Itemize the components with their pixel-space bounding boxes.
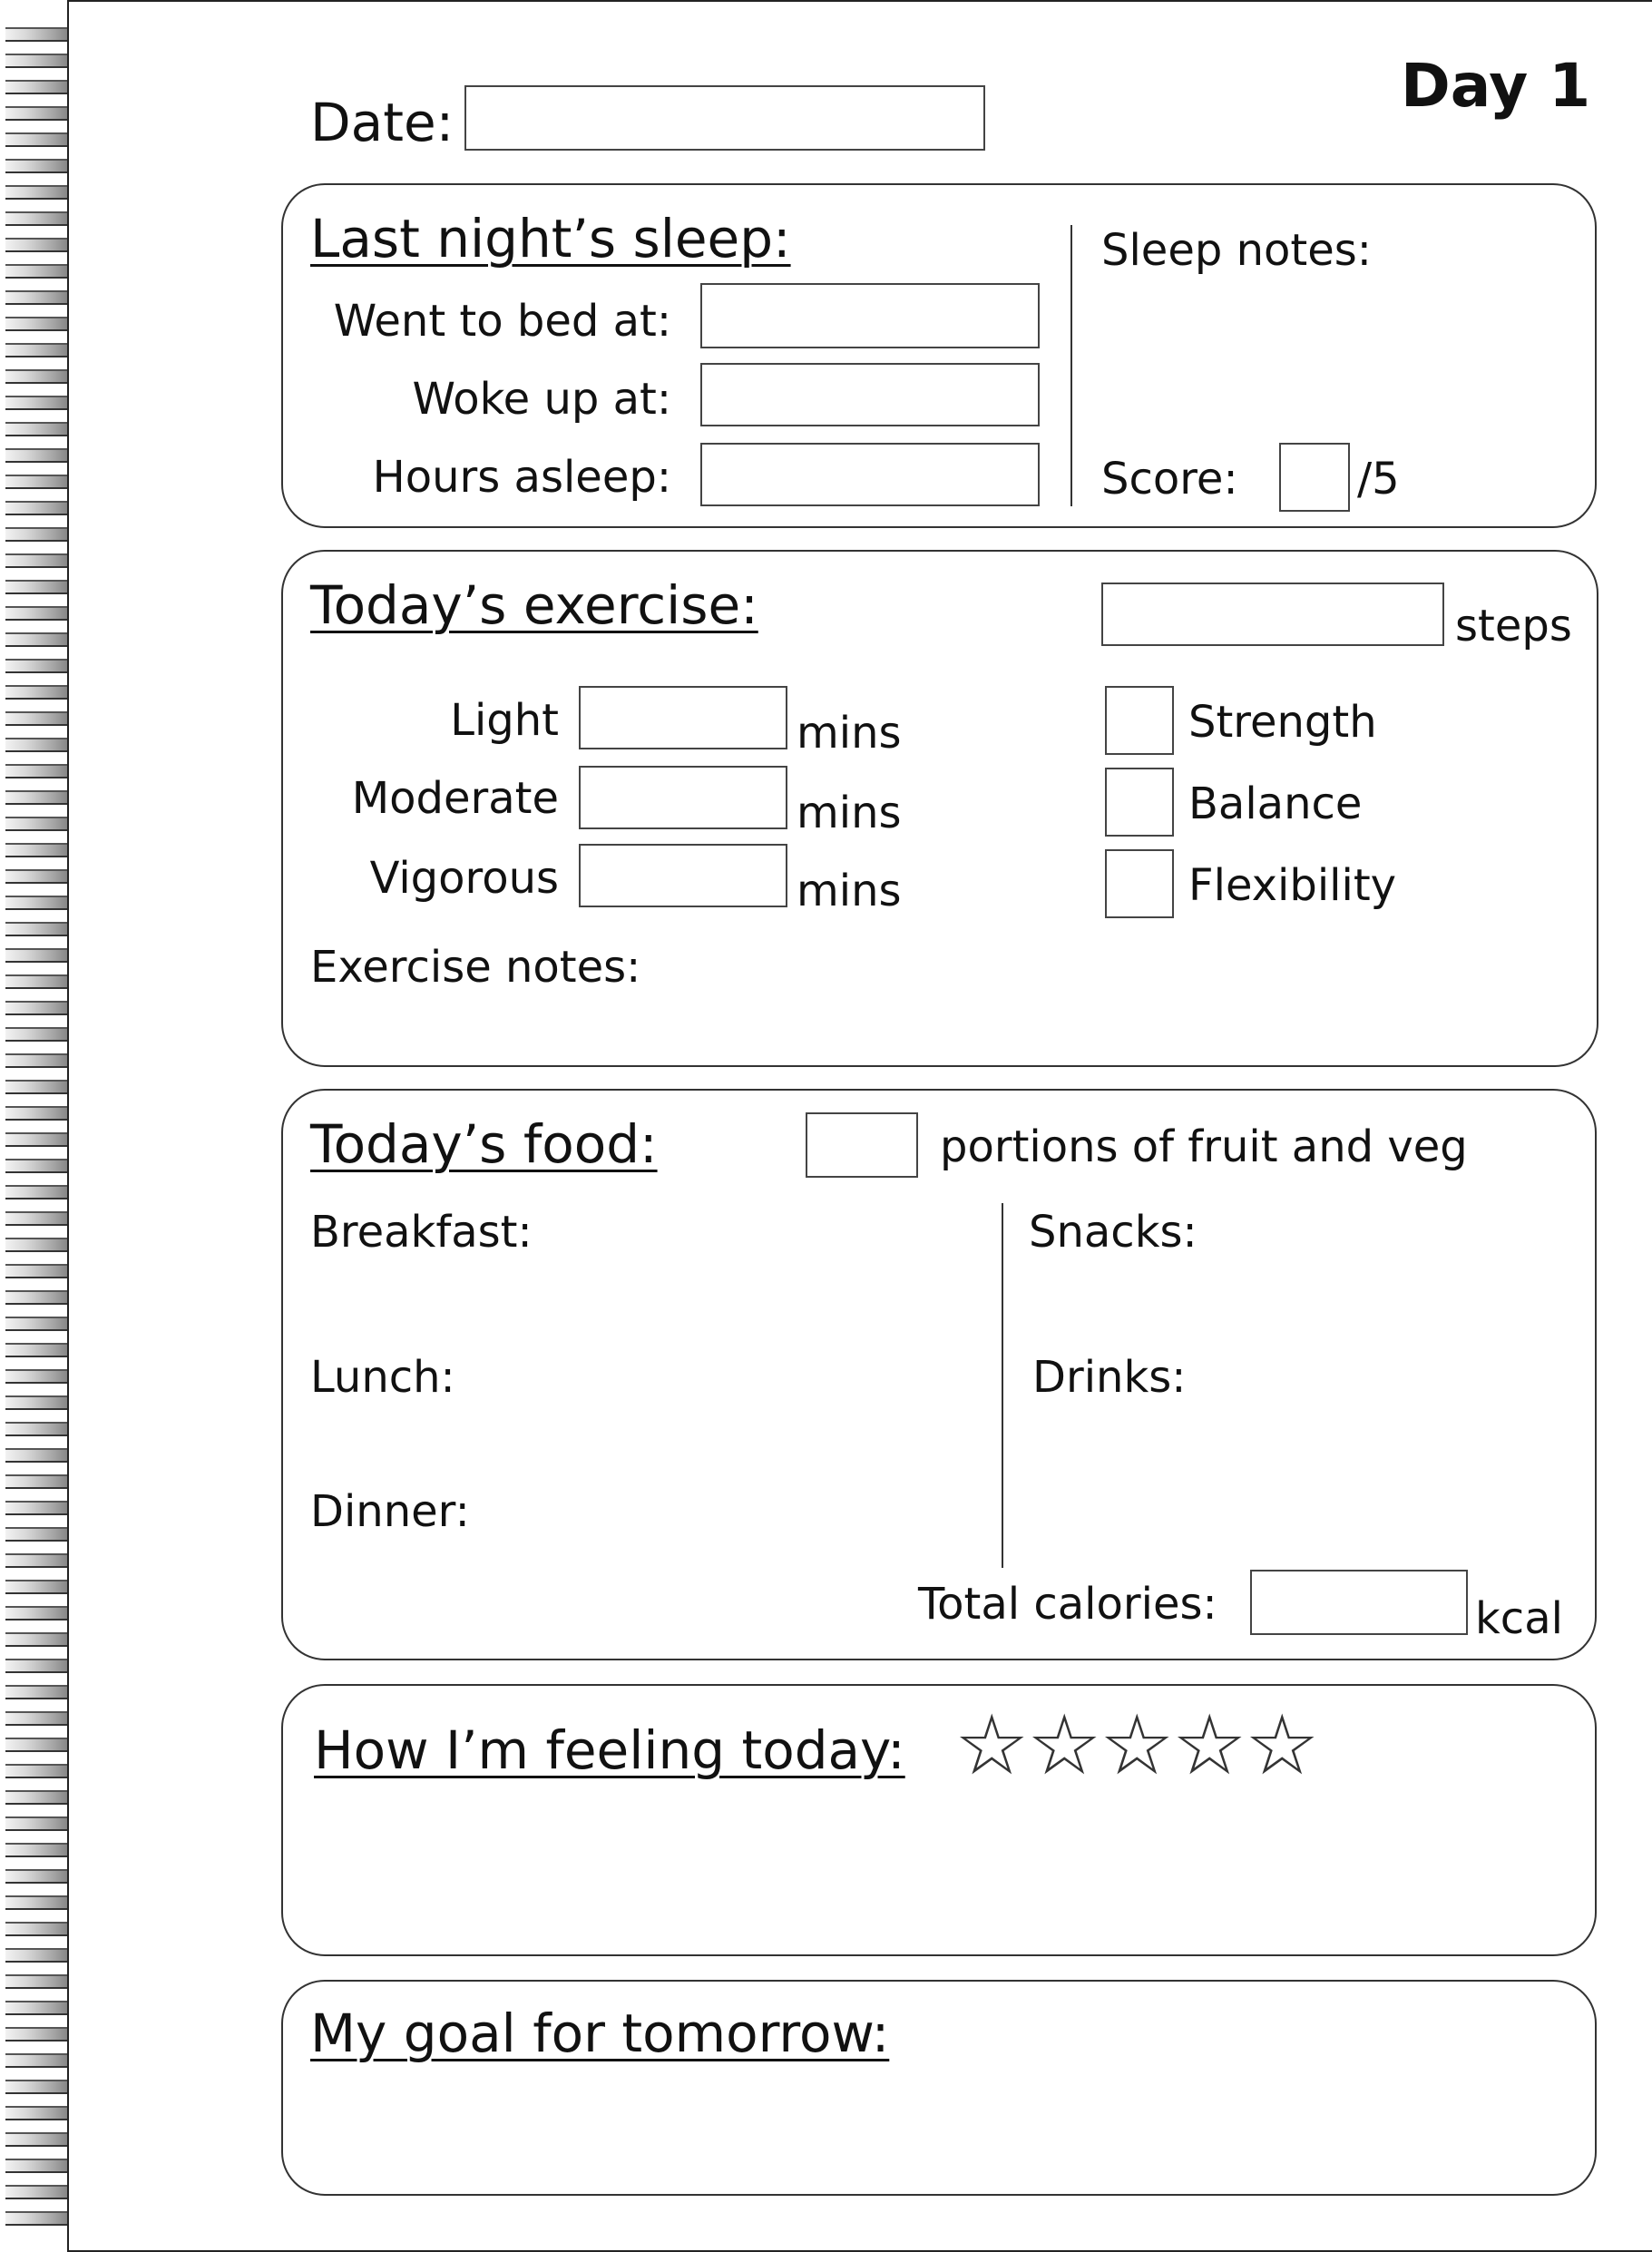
hours-label: Hours asleep: (372, 452, 671, 503)
star-icon[interactable]: ☆ (954, 1697, 1030, 1794)
food-divider (1002, 1203, 1003, 1568)
star-icon[interactable]: ☆ (1172, 1697, 1247, 1794)
vigorous-mins-field[interactable] (579, 844, 787, 907)
moderate-mins-unit: mins (797, 788, 902, 838)
sleep-notes-label: Sleep notes: (1101, 225, 1372, 276)
woke-label: Woke up at: (412, 374, 671, 425)
portions-label: portions of fruit and veg (940, 1121, 1468, 1172)
woke-time-field[interactable] (700, 363, 1040, 426)
score-label: Score: (1101, 454, 1238, 504)
date-label: Date: (310, 92, 455, 153)
light-mins-unit: mins (797, 708, 902, 759)
flexibility-checkbox[interactable] (1105, 849, 1174, 918)
balance-label: Balance (1188, 778, 1363, 829)
exercise-title: Today’s exercise: (310, 574, 758, 636)
food-title: Today’s food: (310, 1113, 658, 1175)
steps-unit: steps (1455, 601, 1572, 651)
star-icon[interactable]: ☆ (1027, 1697, 1102, 1794)
drinks-label: Drinks: (1032, 1352, 1187, 1403)
light-mins-field[interactable] (579, 686, 787, 749)
star-icon[interactable]: ☆ (1245, 1697, 1320, 1794)
strength-label: Strength (1188, 697, 1377, 748)
sleep-score-field[interactable] (1279, 443, 1350, 512)
bed-label: Went to bed at: (333, 296, 671, 347)
sleep-divider (1070, 225, 1072, 506)
day-title: Day 1 (1401, 51, 1591, 121)
score-suffix: /5 (1357, 454, 1400, 504)
sleep-title: Last night’s sleep: (310, 208, 791, 269)
star-icon[interactable]: ☆ (1100, 1697, 1175, 1794)
bed-time-field[interactable] (700, 283, 1040, 348)
strength-checkbox[interactable] (1105, 686, 1174, 755)
dinner-label: Dinner: (310, 1486, 470, 1537)
feeling-title: How I’m feeling today: (314, 1719, 905, 1781)
balance-checkbox[interactable] (1105, 768, 1174, 837)
light-label: Light (450, 695, 559, 746)
breakfast-label: Breakfast: (310, 1207, 533, 1258)
lunch-label: Lunch: (310, 1352, 455, 1403)
total-calories-field[interactable] (1250, 1570, 1468, 1635)
hours-asleep-field[interactable] (700, 443, 1040, 506)
fruit-veg-portions-field[interactable] (806, 1112, 918, 1178)
snacks-label: Snacks: (1029, 1207, 1197, 1258)
moderate-mins-field[interactable] (579, 766, 787, 829)
calories-label: Total calories: (918, 1579, 1217, 1630)
exercise-notes-label: Exercise notes: (310, 942, 641, 993)
goal-title: My goal for tomorrow: (310, 2002, 890, 2064)
kcal-unit: kcal (1475, 1593, 1563, 1644)
date-field[interactable] (464, 85, 985, 151)
moderate-label: Moderate (351, 773, 559, 824)
vigorous-label: Vigorous (369, 853, 559, 904)
flexibility-label: Flexibility (1188, 860, 1397, 911)
vigorous-mins-unit: mins (797, 866, 902, 916)
steps-field[interactable] (1101, 583, 1444, 646)
